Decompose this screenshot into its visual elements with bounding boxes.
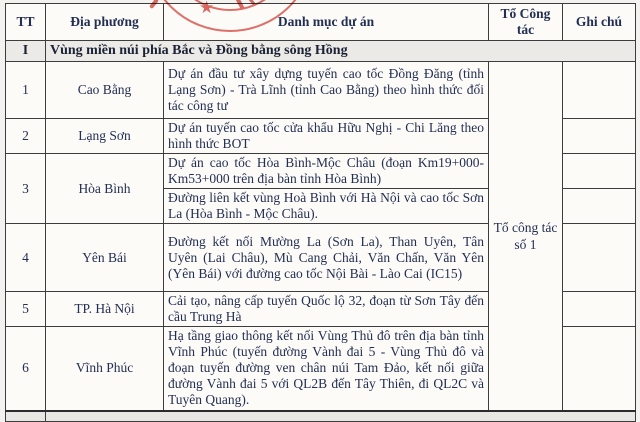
stamp-star-icon: ★ [199, 0, 215, 18]
row-number-cell: 4 [6, 224, 46, 292]
note-cell [563, 154, 636, 189]
row-number-cell: 6 [6, 327, 46, 411]
note-cell [563, 62, 636, 119]
project-cell: Đường liên kết vùng Hoà Bình với Hà Nội và cao tốc Sơn La (Hòa Bình - Mộc Châu). [164, 189, 489, 224]
locality-cell: Vĩnh Phúc [46, 327, 164, 411]
note-cell [563, 327, 636, 411]
section-row [6, 41, 636, 62]
taskforce-cell: Tổ công tác số 1 [489, 62, 563, 411]
section-numeral: I [6, 41, 46, 62]
section-title: Vùng miền núi phía Bắc và Đồng bằng sông Hồng [46, 41, 636, 62]
header-row [6, 4, 636, 41]
locality-cell: Cao Bằng [46, 62, 164, 119]
project-cell: Hạ tầng giao thông kết nối Vùng Thủ đô trên địa bàn tỉnh Vĩnh Phúc (tuyến đường Vành đai 5 - Vùng Thủ đô và đoạn tuyến đường ven chân núi Tam Đảo, kết nối giữa đường Vành đai 5 với QL2B đến Tây Thiên, đi QL2C và Tuyên Quang). [164, 327, 489, 411]
project-cell: Dự án cao tốc Hòa Bình-Mộc Châu (đoạn Km19+000-Km53+000 trên địa bàn tỉnh Hòa Bình) [164, 154, 489, 189]
col-header-taskforce: Tổ Công tác [489, 4, 563, 41]
projects-table [5, 3, 636, 422]
note-cell [563, 189, 636, 224]
locality-cell: Yên Bái [46, 224, 164, 292]
note-cell [563, 292, 636, 327]
project-cell: Dự án đầu tư xây dựng tuyến cao tốc Đồng Đăng (tỉnh Lạng Sơn) - Trà Lĩnh (tỉnh Cao Bằng) theo hình thức đối tác công tư [164, 62, 489, 119]
locality-cell: Lạng Sơn [46, 119, 164, 154]
project-cell: Dự án tuyến cao tốc cửa khẩu Hữu Nghị - Chi Lăng theo hình thức BOT [164, 119, 489, 154]
row-number-cell: 3 [6, 154, 46, 224]
locality-cell: TP. Hà Nội [46, 292, 164, 327]
col-header-tt: TT [6, 4, 46, 41]
row-number-cell: 5 [6, 292, 46, 327]
table-row [6, 62, 636, 119]
note-cell [563, 224, 636, 292]
row-number-cell: 1 [6, 62, 46, 119]
note-cell [563, 119, 636, 154]
project-cell: Cải tạo, nâng cấp tuyến Quốc lộ 32, đoạn từ Sơn Tây đến cầu Trung Hà [164, 292, 489, 327]
table-body [6, 41, 636, 422]
col-header-notes: Ghi chú [563, 4, 636, 41]
project-cell: Đường kết nối Mường La (Sơn La), Than Uyên, Tân Uyên (Lai Châu), Mù Cang Chải, Văn Chấn, Văn Yên (Yên Bái) với đường cao tốc Nội Bài - Lào Cai (IC15) [164, 224, 489, 292]
row-number-cell: 2 [6, 119, 46, 154]
col-header-locality: Địa phương [46, 4, 164, 41]
col-header-projects: Danh mục dự án [164, 4, 489, 41]
locality-cell: Hòa Bình [46, 154, 164, 224]
